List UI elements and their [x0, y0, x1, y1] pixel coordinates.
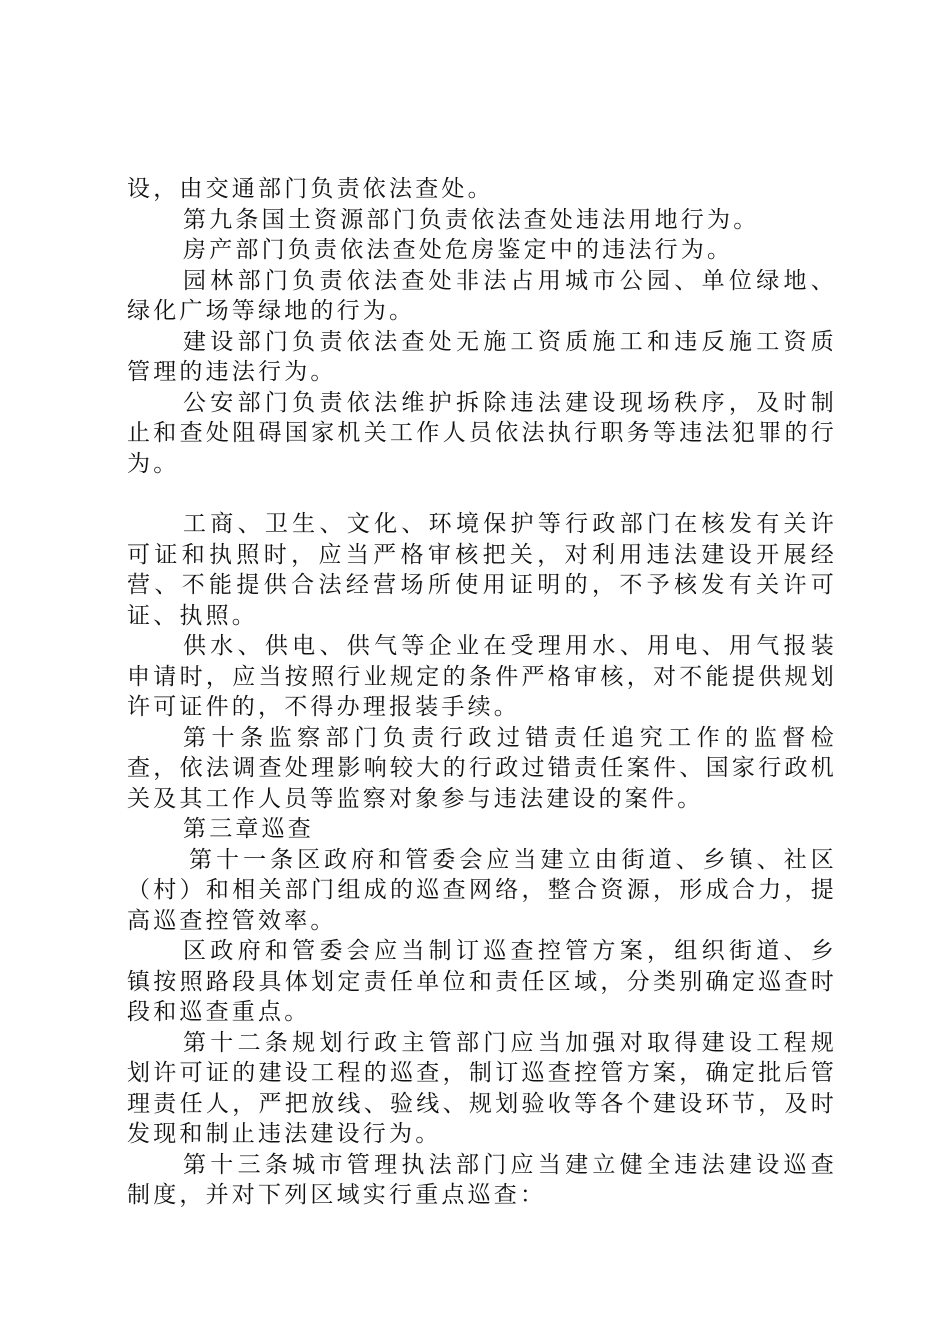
paragraph-gardens: 园林部门负责依法查处非法占用城市公园、单位绿地、绿化广场等绿地的行为。 [127, 267, 837, 324]
chapter-heading: 第三章巡查 [183, 816, 314, 842]
document-body [127, 174, 837, 1211]
paragraph-article-13: 第十三条城市管理执法部门应当建立健全违法建设巡查制度，并对下列区域实行重点巡查： [127, 1151, 837, 1208]
paragraph-utilities: 供水、供电、供气等企业在受理用水、用电、用气报装申请时，应当按照行业规定的条件严格审核，对不能提供规划许可证件的，不得办理报装手续。 [127, 633, 837, 720]
paragraph-article-12: 第十二条规划行政主管部门应当加强对取得建设工程规划许可证的建设工程的巡查，制订巡查控管方案，确定批后管理责任人，严把放线、验线、规划验收等各个建设环节，及时发现和制止违法建设行为。 [127, 1029, 837, 1147]
paragraph-article-9: 第九条国土资源部门负责依法查处违法用地行为。 [183, 206, 760, 233]
paragraph-construction: 建设部门负责依法查处无施工资质施工和违反施工资质管理的违法行为。 [127, 328, 837, 385]
paragraph-continuation: 设，由交通部门负责依法查处。 [127, 176, 494, 202]
paragraph-public-security: 公安部门负责依法维护拆除违法建设现场秩序，及时制止和查处阻碍国家机关工作人员依法执行职务等违法犯罪的行为。 [127, 389, 837, 477]
paragraph-article-10: 第十条监察部门负责行政过错责任追究工作的监督检查，依法调查处理影响较大的行政过错责任案件、国家行政机关及其工作人员等监察对象参与违法建设的案件。 [127, 724, 837, 812]
paragraph-housing: 房产部门负责依法查处危房鉴定中的违法行为。 [183, 237, 734, 263]
paragraph-commerce: 工商、卫生、文化、环境保护等行政部门在核发有关许可证和执照时，应当严格审核把关，对利用违法建设开展经营、不能提供合法经营场所使用证明的，不予核发有关许可证、执照。 [127, 511, 837, 629]
paragraph-article-11: 第十一条区政府和管委会应当建立由街道、乡镇、社区（村）和相关部门组成的巡查网络，整合资源，形成合力，提高巡查控管效率。 [127, 846, 837, 934]
paragraph-patrol-plan: 区政府和管委会应当制订巡查控管方案，组织街道、乡镇按照路段具体划定责任单位和责任区域，分类别确定巡查时段和巡查重点。 [127, 938, 837, 1025]
